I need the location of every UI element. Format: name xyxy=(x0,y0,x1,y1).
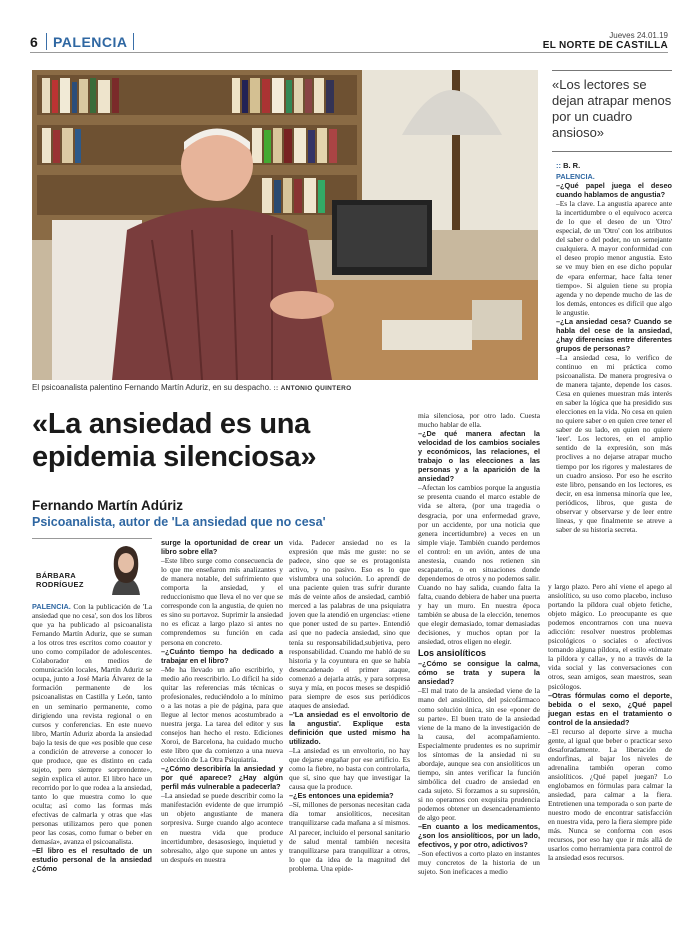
byline-mark: :: xyxy=(556,161,561,170)
header-separator xyxy=(46,33,47,50)
section-separator xyxy=(133,33,134,50)
pull-quote-text: «Los lectores se dejan atrapar menos por un cuadro ansioso» xyxy=(552,77,672,140)
subheading: Los ansiolíticos xyxy=(418,648,487,659)
author-box xyxy=(32,538,152,596)
paragraph: –El recurso al deporte sirve a mucha gente, al igual que beber o practicar sexo desaforadamente. La liberación de endorfinas, al bajar los niveles de adrenalina también operan como ansiolíticos. ¿Qué papel juegan? Lo englobamos en fórmulas para calmar la ansiedad, para calmar a la fiera. Entretienen una temporada o son parte de nuestro modo de encontrar satisfacción en nuestra vida, pero la fiera siempre pide más. Nunca se conforma con esos recursos, por eso hay que ir más allá de usarlos como herramienta para control de la ansiedad esos recursos. xyxy=(548,726,672,863)
headline: «La ansiedad es una epidemia silenciosa» xyxy=(32,408,317,473)
article-column-4 xyxy=(418,411,540,876)
question: –En cuanto a los medicamentos, ¿son los ansiolíticos, por un lado, efectivos, y por otro, adictivos? xyxy=(418,822,540,850)
author-name-line1: BÁRBARA xyxy=(36,571,77,580)
photo-credit: ANTONIO QUINTERO xyxy=(280,385,352,392)
paragraph: –La ansiedad cesa, lo verifico de continuo en mi práctica como psicoanalista. De manera progresiva o de manera tajante, depende los casos. Cesa en quienes muestran más interés en saber la lógica que ha presidido sus elecciones en la vida. No cesa en quien no quiere saber o en quien cree tener el saber de su lado, en quien no quiere 'leer'. Los lectores, en el amplio sentido de la expresión, son más proclives a no dejarse atrapar mucho tiempo por los rigores y malestares de un cuadro ansioso. Por eso he escrito este libro, pensando en los lectores, es decir, en esa inmensa minoría que lee, periódicos, libros, que gusta de observar y observarse y de leer entre líneas, y que finalmente se atreve a saber de su historia secreta. xyxy=(556,352,672,534)
paragraph: –La ansiedad es un envoltorio, no hay que dejarse engañar por ese artificio. Es como la fiebre, no basta con controlarla, que sí, sino que hay que investigar la causa que la produce. xyxy=(289,746,410,792)
paragraph: vida. Padecer ansiedad no es la expresión que más me guste: no se padece, sino que se es protagonista activo, y no pasivo. Eso es lo que vislumbra una solución. Lo aprendí de una paciente quien tras sufrir durante más de veinte años de ansiedad, cambió merced a las palabras de una psiquiatra joven que la atendió en urgencias: «tiene que poner usted de su parte». Entendió así que no padecía ansiedad, sino que tenía su responsabilidad,subjetiva, pero responsabilidad. Cuando me habló de su historia y la coyuntura en que se había desencadenado el primer ataque, comenzó a dejarla atrás, y para sorpresa suya y mía, en pocos meses se despidió para siempre de esos sus periódicos ataques de ansiedad. xyxy=(289,538,410,710)
column-1-text xyxy=(32,602,152,846)
paragraph: –Es la clave. La angustia aparece ante la incertidumbre o el equívoco acerca de lo que el deseo de un 'Otro' especial, de un 'Otro' con los atributos del saber o del poder, no un semejante cualquiera. A mayor conformidad con el deseo propio menor angustia. Esto se ve muy bien en ese dicho popular de «para enfermar, hace falta tener tiempo». Si alguien tiene su propia agenda y no depende mucho de las de los demás, entonces es difícil que algo le angustie. xyxy=(556,199,672,317)
dateline: PALENCIA. xyxy=(32,602,71,611)
article-column-1 xyxy=(32,602,152,873)
photo-caption xyxy=(32,383,538,392)
article-column-2 xyxy=(161,538,283,864)
quote-top-rule xyxy=(552,70,672,71)
quote-bottom-rule xyxy=(552,151,672,152)
pull-quote xyxy=(552,70,672,152)
main-photo xyxy=(32,70,538,380)
dateline: PALENCIA. xyxy=(556,172,595,181)
caption-text: El psicoanalista palentino Fernando Martín Aduriz, en su despacho. xyxy=(32,383,272,392)
author-avatar xyxy=(104,539,148,595)
question: –¿Cuánto tiempo ha dedicado a trabajar en el libro? xyxy=(161,646,283,665)
question: –¿Qué papel juega el deseo cuando hablamos de angustia? xyxy=(556,181,672,200)
section-name: PALENCIA xyxy=(53,34,128,50)
question: –Otras fórmulas como el deporte, bebida o el sexo, ¿Qué papel juegan estas en el tratamiento o control de la ansiedad? xyxy=(548,690,672,727)
question: –'La ansiedad es el envoltorio de la angustia'. Explique esta definición que usted mismo ha utilizado. xyxy=(289,709,410,747)
interviewee-name: Fernando Martín Adúriz xyxy=(32,498,183,513)
question: –El libro es el resultado de un estudio personal de la ansiedad ¿Cómo xyxy=(32,846,152,874)
photo-credit-mark: :: xyxy=(273,385,279,392)
paragraph: –La ansiedad se puede describir como la manifestación evidente de que irrumpió un objeto angustiante de manera sorpresiva. Surge cuando algo acontece en nuestra vida que produce incertidumbre, desasosiego, inquietud y sobresalto, algo que supone un antes y un después en nuestra xyxy=(161,791,283,864)
paragraph: –Son efectivos a corto plazo en instantes muy concretos de la historia de un sujeto. Son ineficaces a medio xyxy=(418,849,540,877)
issue-date: Jueves 24.01.19 xyxy=(609,31,668,40)
paragraph: Con la publicación de 'La ansiedad que no cesa', son dos los libros que ya ha publicado al psicoanalista Fernando Martín Aduriz, que se suman a los otros tres escritos como coautor y uno como compilador de adolescentes. Colaborador en medios de comunicación locales, Martín Aduriz se ocupa, junto a José María Álvarez de la formación permanente de los psicoanalistas en Castilla y León, tanto en un seminario permanente, como dirigiendo una revista regional o en cursos y conferencias. En este nuevo libro, Martín Aduriz aborda la ansiedad bajo la tesis de que «es posible que cese a condición de atreverse a conocer lo que produce, que es distinto en cada sujeto, pero siempre sorprendente», según explica el autor. El libro hace un recorrido por lo que rodea a la ansiedad, tanto lo que muestra como lo que oculta; así como las formas más efectivas de calmarla y otras que «las personas utilizamos pero que ponen peor las cosas, como fumar o beber en demasía», avanza el psicoanalista. xyxy=(32,602,152,847)
paragraph: –El mal trato de la ansiedad viene de la mano del ansiolítico, del psicofármaco como solución única, sin ese «poner de su parte». El buen trato de la ansiedad viene de la mano de la investigación de la causa, del acompañamiento. Especialmente prudentes es no suprimir los síntomas de la ansiedad ni su abordaje, aunque sea con ansiolíticos un tiempo, sin antes verificar la función simbólica del cuadro de ansiedad en cada sujeto. Si forzamos a su supresión, si no operamos con exquisita prudencia podemos obtener un desencadenamiento de algo peor. xyxy=(418,686,540,823)
question: –¿Cómo se consigue la calma, cómo se trata y supera la ansiedad? xyxy=(418,659,540,687)
question: –¿De qué manera afectan la velocidad de los cambios sociales y económicos, las relaciones, el trabajo o las elecciones a las personas y a la aparición de la ansiedad? xyxy=(418,429,540,484)
article-column-3 xyxy=(289,538,410,873)
page-number: 6 xyxy=(30,34,38,50)
interviewee-role: Psicoanalista, autor de 'La ansiedad que no cesa' xyxy=(32,515,326,529)
question: surge la oportunidad de crear un libro sobre ella? xyxy=(161,538,283,557)
author-name-line2: RODRÍGUEZ xyxy=(36,580,84,589)
header-rule xyxy=(30,52,668,53)
paragraph: –Este libro surge como consecuencia de lo que me enseñaron mis analizantes y de manera notable, del sufrimiento que comporta la ansiedad, y el reduccionismo que lleva el no ver que se corresponde con la angustia, de quien no es sino su portavoz. Suprimir la ansiedad no es eficaz a largo plazo si antes no comprendemos su función en cada persona en concreto. xyxy=(161,556,283,647)
masthead: EL NORTE DE CASTILLA xyxy=(542,40,668,51)
paragraph: –Afectan los cambios porque la angustia se presenta cuando el marco estable de vida se altera, (por una tragedia o desgracia, por una enfermedad grave, por un accidente, por una noticia que genera incertidumbre) a veces en un simple viaje. También cuando perdemos el control: en un avión, antes de una anestesia, cuando nos retienen sin escapatoria, o en situaciones donde dependemos de otros y no podemos salir. Cuando no hay salida, cuando falta la falta, cuando debiera de haber una puerta y hay un muro. En nuestra época también se abusa de la elección, tenemos que elegir demasiado, tomar demasiadas decisiones, y muchos optan por la ansiedad, otros eligen no elegir. xyxy=(418,483,540,647)
article-column-5-upper xyxy=(556,172,672,534)
author-name xyxy=(36,571,84,589)
sidebar-byline xyxy=(556,161,580,170)
paragraph: –Sí, millones de personas necesitan cada día tomar ansiolíticos, necesitan tranquilizarse cada mañana a sí mismos. Al parecer, incluido el personal sanitario de salud mental también necesita tranquilizarse para tranquilizar a otros, lo que da idea de la magnitud del problema. Una epide- xyxy=(289,800,410,873)
question: –¿La ansiedad cesa? Cuando se habla del cese de la ansiedad, ¿hay diferencias entre diferentes grupos de personas? xyxy=(556,316,672,353)
paragraph: mia silenciosa, por otro lado. Cuesta mucho hablar de ella. xyxy=(418,411,540,430)
question: –¿Cómo describiría la ansiedad y por qué aparece? ¿Hay algún perfil más vulnerable a padecerla? xyxy=(161,764,283,792)
paragraph: y largo plazo. Pero ahí viene el apego al ansiolítico, su uso como placebo, incluso portando la píldora cual objeto fetiche, objeto mágico. Lo preocupante es que podemos encontrarnos con una nueva adicción: resolver nuestros problemas psicológicos o sociales o afectivos tomando alguna píldora, el estilo «tómate la píldora y calla», y no a través de la vida social y las conversaciones con otros, sean amigos, sean maestros, sean psicólogos. xyxy=(548,582,672,691)
question: –¿Es entonces una epidemia? xyxy=(289,791,394,801)
paragraph: –Me ha llevado un año escribirlo, y medio año reescribirlo. Lo difícil ha sido quitar las referencias más técnicas o profesionales, reduciéndolo a lo mínimo o a las notas a pie de página, para que llegue al lector menos acostumbrado a nuestra jerga. La tarea del editor y sus consejos han hecho el resto. Ediciones Xoroi, de Barcelona, ha cuidado mucho este libro que da comienzo a una nueva colección de La Otra Psiquiatría. xyxy=(161,664,283,765)
byline-text: B. R. xyxy=(563,161,581,170)
office-photo-illustration xyxy=(32,70,538,380)
article-column-5-lower xyxy=(548,582,672,862)
